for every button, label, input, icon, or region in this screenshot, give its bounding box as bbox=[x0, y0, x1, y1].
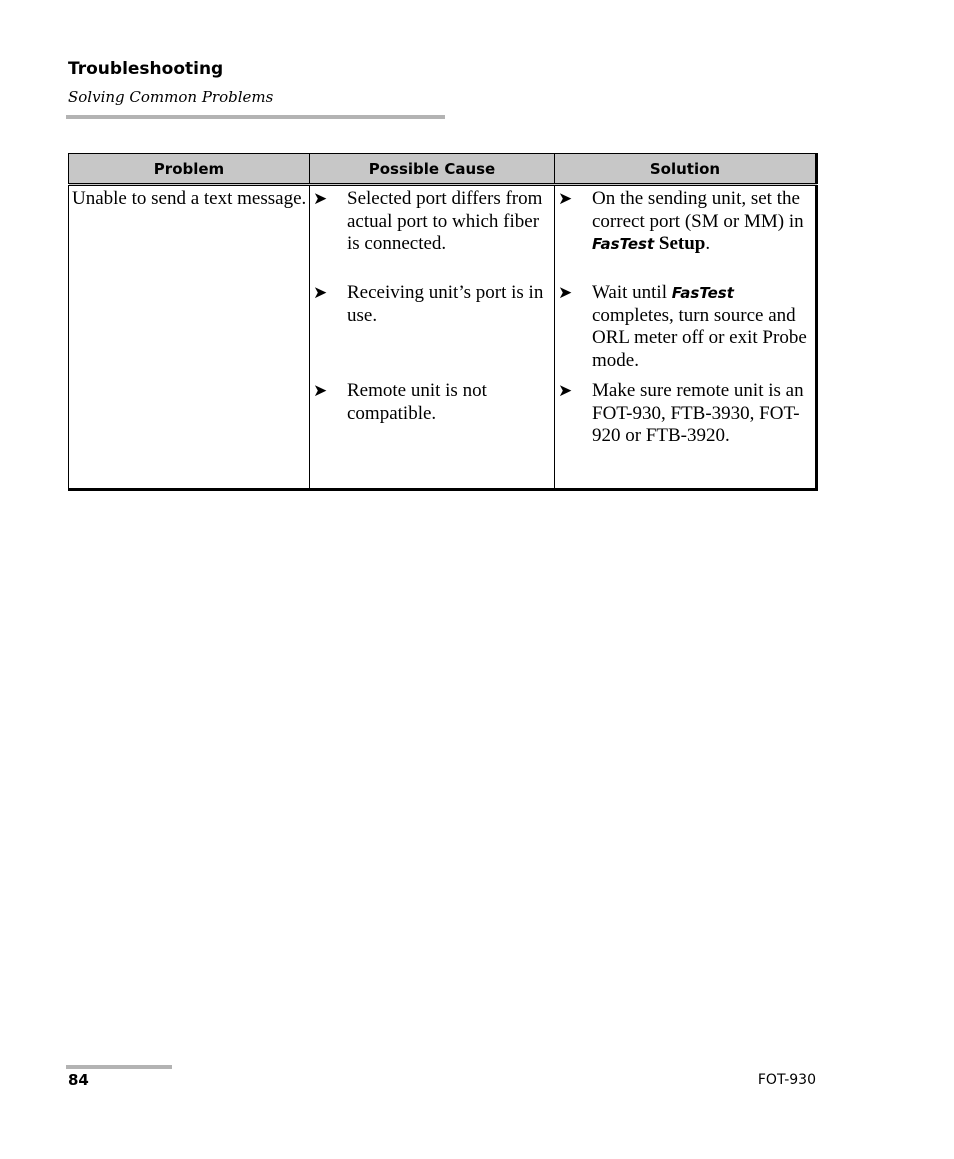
solution-list bbox=[555, 186, 815, 488]
solution-text-part: completes, turn source and ORL meter off or exit Probe mode. bbox=[592, 304, 807, 371]
footer-divider bbox=[66, 1065, 172, 1069]
arrow-bullet-icon: ➤ bbox=[558, 283, 573, 303]
cause-item bbox=[310, 188, 554, 282]
problem-cell bbox=[69, 185, 310, 490]
cause-text: Remote unit is not compatible. bbox=[347, 380, 487, 424]
solution-cell bbox=[555, 185, 817, 490]
table-header-row bbox=[69, 154, 817, 185]
arrow-bullet-icon: ➤ bbox=[558, 381, 573, 401]
solution-item bbox=[555, 188, 815, 282]
solution-text-part: Wait until bbox=[592, 282, 672, 303]
solution-text: Make sure remote unit is an FOT-930, FTB-3930, FOT-920 or FTB-3920. bbox=[592, 380, 804, 446]
page-subtitle: Solving Common Problems bbox=[68, 88, 274, 106]
table-row bbox=[69, 185, 817, 490]
cause-text: Selected port differs from actual port to which fiber is connected. bbox=[347, 188, 543, 254]
solution-item bbox=[555, 282, 815, 380]
setup-menu-name: Setup bbox=[654, 233, 706, 254]
column-header-solution: Solution bbox=[555, 154, 817, 185]
cause-list bbox=[310, 186, 554, 488]
cause-text: Receiving unit’s port is in use. bbox=[347, 282, 544, 326]
problem-text: Unable to send a text message. bbox=[72, 188, 307, 209]
fastest-brand-name: FasTest bbox=[671, 284, 734, 302]
solution-item bbox=[555, 380, 815, 470]
arrow-bullet-icon: ➤ bbox=[313, 381, 328, 401]
product-name: FOT-930 bbox=[757, 1072, 816, 1088]
troubleshooting-table bbox=[68, 153, 818, 491]
page-number: 84 bbox=[68, 1071, 89, 1089]
column-header-problem: Problem bbox=[69, 154, 310, 185]
page-section-title: Troubleshooting bbox=[68, 59, 224, 79]
cause-cell bbox=[310, 185, 555, 490]
solution-text bbox=[592, 188, 811, 256]
cause-item bbox=[310, 380, 554, 470]
header-divider bbox=[66, 115, 445, 119]
solution-text bbox=[592, 282, 811, 372]
fastest-brand-name: FasTest bbox=[592, 235, 655, 253]
solution-text-part: On the sending unit, set the correct port (SM or MM) in bbox=[592, 188, 804, 232]
solution-text-part: . bbox=[705, 233, 711, 254]
arrow-bullet-icon: ➤ bbox=[313, 283, 328, 303]
arrow-bullet-icon: ➤ bbox=[313, 189, 328, 209]
column-header-possible-cause: Possible Cause bbox=[310, 154, 555, 185]
cause-item bbox=[310, 282, 554, 380]
arrow-bullet-icon: ➤ bbox=[558, 189, 573, 209]
